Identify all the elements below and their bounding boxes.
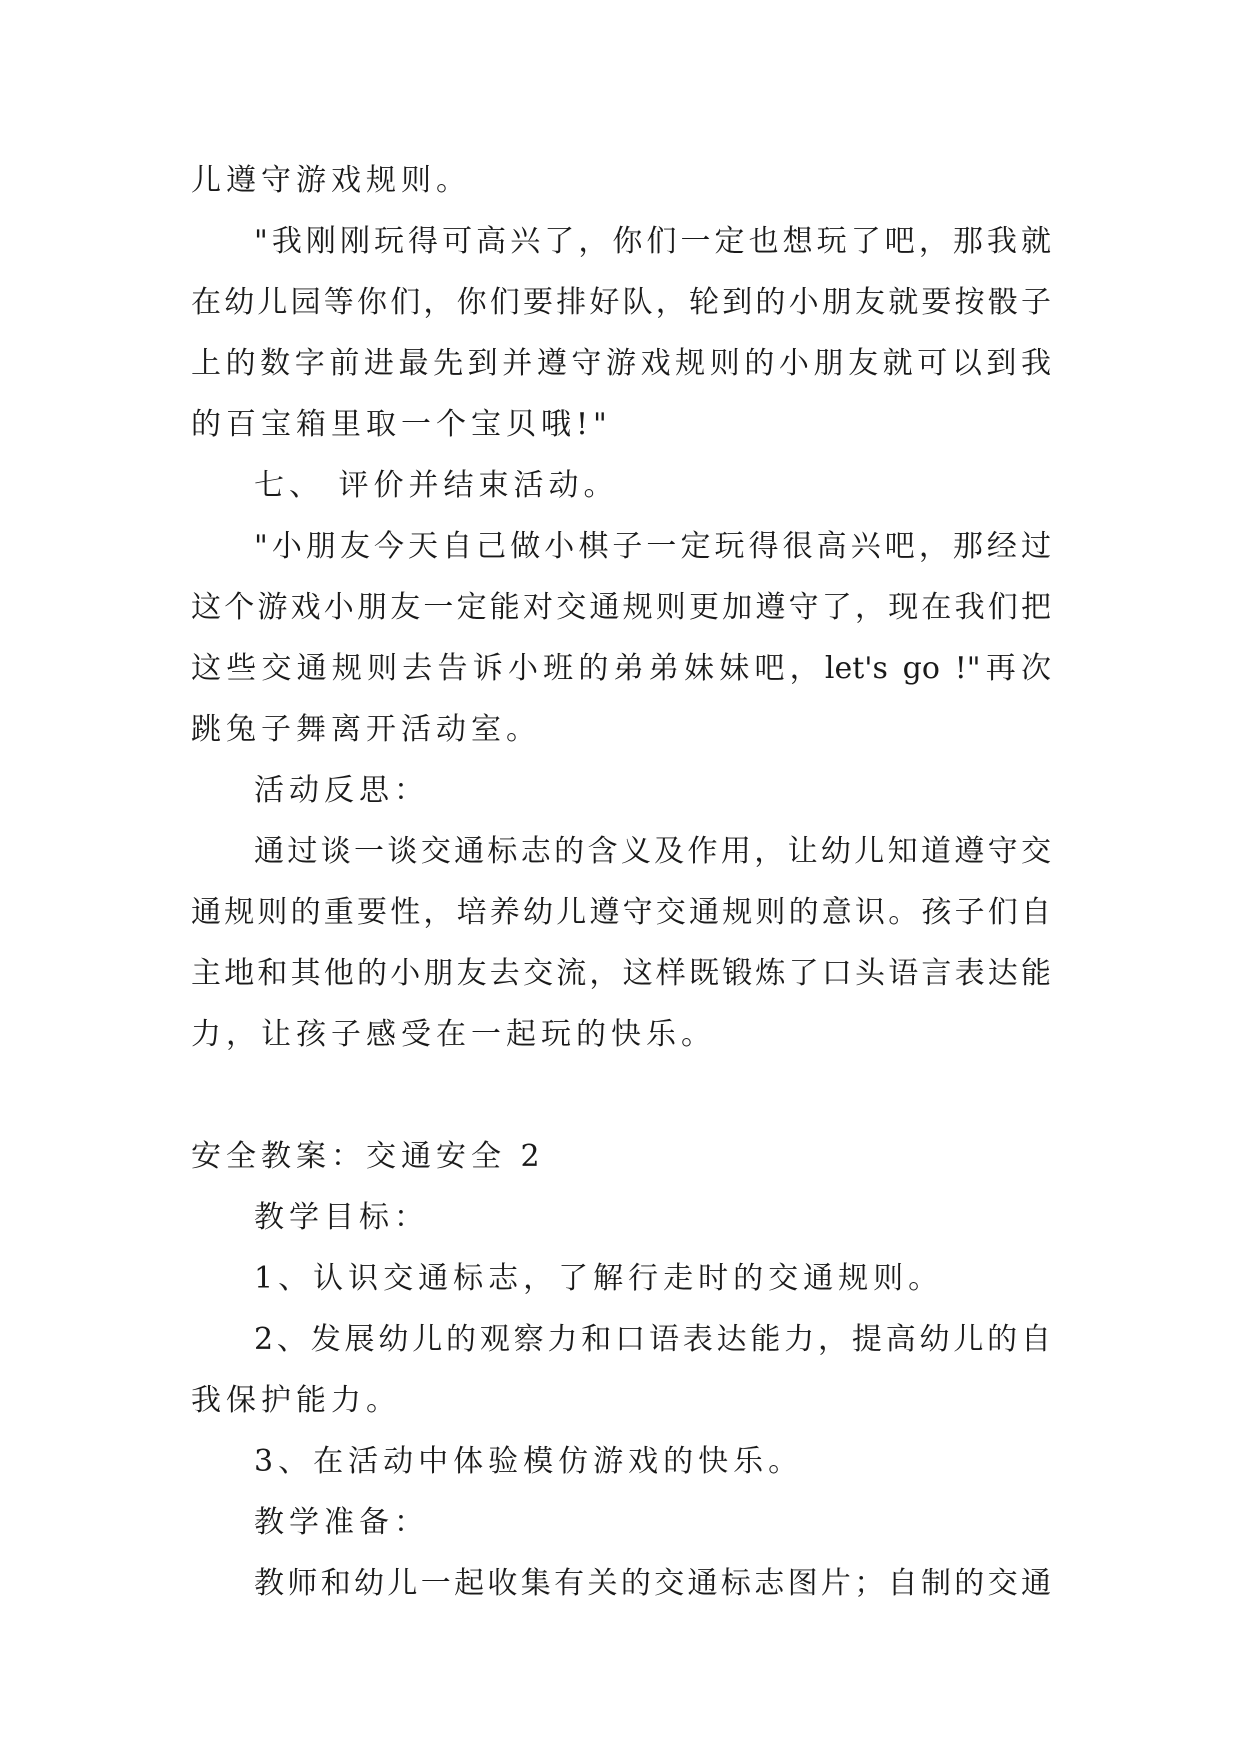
paragraph-line: 上的数字前进最先到并遵守游戏规则的小朋友就可以到我 — [191, 346, 1051, 381]
section-heading: 活动反思： — [254, 773, 429, 808]
list-item-continuation: 我保护能力。 — [191, 1383, 401, 1418]
blank-line — [191, 1065, 1051, 1126]
document-title: 安全教案：交通安全 2 — [191, 1139, 545, 1174]
paragraph-line: 通过谈一谈交通标志的含义及作用，让幼儿知道遵守交 — [254, 834, 1051, 869]
paragraph-line: 教师和幼儿一起收集有关的交通标志图片；自制的交通 — [254, 1566, 1051, 1601]
paragraph-line: 在幼儿园等你们，你们要排好队，轮到的小朋友就要按骰子 — [191, 285, 1051, 320]
paragraph-line: 通规则的重要性，培养幼儿遵守交通规则的意识。孩子们自 — [191, 895, 1051, 930]
paragraph-line: 这些交通规则去告诉小班的弟弟妹妹吧，let's go !"再次 — [191, 651, 1051, 686]
list-item: 3、在活动中体验模仿游戏的快乐。 — [254, 1444, 804, 1479]
paragraph-line: 跳兔子舞离开活动室。 — [191, 712, 541, 747]
paragraph-line: "小朋友今天自己做小棋子一定玩得很高兴吧，那经过 — [254, 529, 1051, 564]
paragraph-line: 力，让孩子感受在一起玩的快乐。 — [191, 1017, 716, 1052]
paragraph-line: 的百宝箱里取一个宝贝哦!" — [191, 407, 612, 442]
paragraph-line: 儿遵守游戏规则。 — [191, 163, 471, 198]
section-heading: 七、 评价并结束活动。 — [254, 468, 619, 503]
paragraph-line: 这个游戏小朋友一定能对交通规则更加遵守了，现在我们把 — [191, 590, 1051, 625]
list-item: 1、认识交通标志，了解行走时的交通规则。 — [254, 1261, 944, 1296]
paragraph-line: "我刚刚玩得可高兴了，你们一定也想玩了吧，那我就 — [254, 224, 1051, 259]
list-item: 2、发展幼儿的观察力和口语表达能力，提高幼儿的自 — [254, 1322, 1051, 1357]
paragraph-line: 主地和其他的小朋友去交流，这样既锻炼了口头语言表达能 — [191, 956, 1051, 991]
section-heading: 教学准备： — [254, 1505, 429, 1540]
document-page — [191, 150, 1051, 1614]
section-heading: 教学目标： — [254, 1200, 429, 1235]
